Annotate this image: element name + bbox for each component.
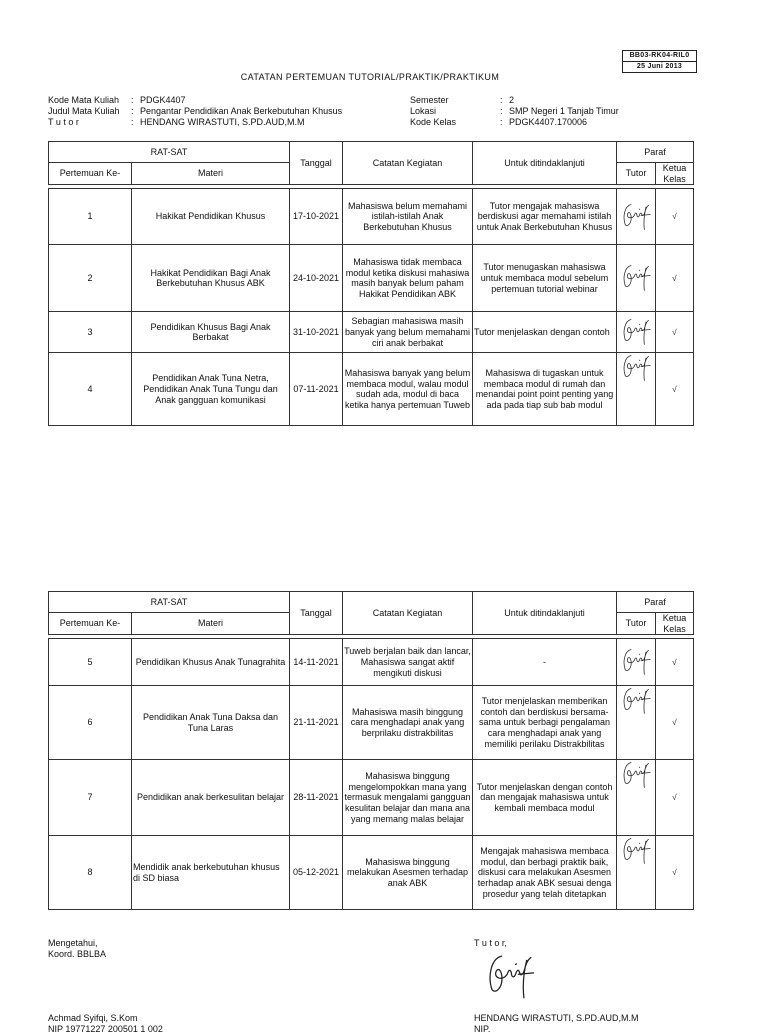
course-meta-left [48, 95, 342, 128]
ketua-checkmark: √ [656, 353, 694, 426]
header-rat-sat: RAT-SAT [49, 592, 290, 613]
header-paraf: Paraf [617, 142, 694, 163]
tanggal-cell: 17-10-2021 [290, 189, 343, 245]
meta-value: PDGK4407 [140, 95, 186, 105]
header-catatan-kegiatan: Catatan Kegiatan [343, 592, 473, 635]
tutor-signature-icon [618, 317, 654, 347]
tindak-lanjut-cell: Tutor menjelaskan memberikan contoh dan berdiskusi bersama-sama untuk berbagi pengalaman cara menghadapi anak yang memiliki perilaku Distrakbilitas [473, 686, 617, 760]
materi-cell: Pendidikan Anak Tuna Daksa dan Tuna Laras [132, 686, 290, 760]
header-catatan-kegiatan: Catatan Kegiatan [343, 142, 473, 185]
materi-cell: Pendidikan Khusus Anak Tunagrahita [132, 639, 290, 686]
header-pertemuan-ke: Pertemuan Ke- [49, 613, 132, 635]
table-row [49, 353, 694, 426]
tutor-signature-icon [618, 836, 654, 866]
tindak-lanjut-cell: Mahasiswa di tugaskan untuk membaca modul di rumah dan menandai point point penting yang ada pada tiap sub bab modul [473, 353, 617, 426]
footer-tutor-nip: NIP. [474, 1024, 491, 1034]
table-row [49, 245, 694, 312]
materi-cell: Mendidik anak berkebutuhan khusus di SD biasa [132, 836, 290, 910]
materi-cell: Hakikat Pendidikan Bagi Anak Berkebutuhan Khusus ABK [132, 245, 290, 312]
table-row [49, 639, 694, 686]
meta-kode-kelas: Kode Kelas : PDGK4407.170006 [410, 117, 588, 127]
footer-coordinator-nip: NIP 19771227 200501 1 002 [48, 1024, 163, 1034]
meta-label: Judul Mata Kuliah [48, 106, 120, 116]
catatan-cell: Mahasiswa binggung melakukan Asesmen terhadap anak ABK [343, 836, 473, 910]
meta-lokasi: Lokasi : SMP Negeri 1 Tanjab Timur [410, 106, 619, 116]
ketua-checkmark: √ [656, 245, 694, 312]
footer-coordinator-role: Koord. BBLBA [48, 949, 107, 959]
materi-cell: Hakikat Pendidikan Khusus [132, 189, 290, 245]
table-row [49, 189, 694, 245]
tindak-lanjut-cell: - [473, 639, 617, 686]
tanggal-cell: 14-11-2021 [290, 639, 343, 686]
header-pertemuan-ke: Pertemuan Ke- [49, 163, 132, 185]
pertemuan-number: 6 [49, 686, 132, 760]
meta-judul-mata-kuliah: Judul Mata Kuliah : Pengantar Pendidikan Anak Berkebutuhan Khusus [48, 106, 343, 116]
header-paraf-ketua-kelas: Ketua Kelas [656, 163, 694, 185]
tanggal-cell: 31-10-2021 [290, 312, 343, 353]
header-paraf-tutor: Tutor [617, 163, 656, 185]
catatan-cell: Mahasiswa binggung mengelompokkan mana yang termasuk mengalami gangguan kesulitan belajar dan mana ana yang memang malas belajar [343, 760, 473, 836]
header-untuk-ditindaklanjuti: Untuk ditindaklanjuti [473, 142, 617, 185]
table-row [49, 836, 694, 910]
materi-cell: Pendidikan Anak Tuna Netra, Pendidikan Anak Tuna Tungu dan Anak gangguan komunikasi [132, 353, 290, 426]
pertemuan-number: 3 [49, 312, 132, 353]
catatan-cell: Mahasiswa masih binggung cara menghadapi anak yang berprilaku distrakbilitas [343, 686, 473, 760]
tanggal-cell: 28-11-2021 [290, 760, 343, 836]
footer-coordinator [48, 938, 163, 1035]
meta-label: Kode Mata Kuliah [48, 95, 120, 105]
pertemuan-number: 8 [49, 836, 132, 910]
header-materi: Materi [132, 163, 290, 185]
document-code-box: BB03-RK04-RIL0 [622, 50, 697, 62]
ketua-checkmark: √ [656, 189, 694, 245]
meta-value: PDGK4407.170006 [509, 117, 588, 127]
tindak-lanjut-cell: Tutor menjelaskan dengan contoh dan mengajak mahasiswa untuk kembali membaca modul [473, 760, 617, 836]
tutor-paraf-cell [617, 639, 656, 686]
catatan-cell: Sebagian mahasiswa masih banyak yang belum memahami ciri anak berbakat [343, 312, 473, 353]
meta-kode-mata-kuliah: Kode Mata Kuliah : PDGK4407 [48, 95, 186, 105]
tutor-paraf-cell [617, 686, 656, 760]
tanggal-cell: 24-10-2021 [290, 245, 343, 312]
catatan-cell: Mahasiswa tidak membaca modul ketika diskusi mahasiwa masih banyak belum paham Hakikat Pendidikan ABK [343, 245, 473, 312]
tutor-signature-icon [618, 686, 654, 716]
tutor-paraf-cell [617, 353, 656, 426]
ketua-checkmark: √ [656, 639, 694, 686]
course-meta-right [410, 95, 619, 128]
pertemuan-number: 2 [49, 245, 132, 312]
meta-label: Lokasi [410, 106, 437, 116]
meta-label: Semester [410, 95, 449, 105]
pertemuan-number: 5 [49, 639, 132, 686]
tindak-lanjut-cell: Tutor menjelaskan dengan contoh [473, 312, 617, 353]
tutor-paraf-cell [617, 189, 656, 245]
table-header-row [49, 592, 694, 613]
tindak-lanjut-cell: Mengajak mahasiswa membaca modul, dan berbagi praktik baik, diskusi cara melakukan Asesmen terhadap anak ABK sesuai denga prosedur yang telah ditetapkan [473, 836, 617, 910]
document-title: CATATAN PERTEMUAN TUTORIAL/PRAKTIK/PRAKTIKUM [240, 72, 500, 82]
tanggal-cell: 05-12-2021 [290, 836, 343, 910]
header-paraf-ketua-kelas: Ketua Kelas [656, 613, 694, 635]
header-rat-sat: RAT-SAT [49, 142, 290, 163]
pertemuan-number: 1 [49, 189, 132, 245]
ketua-checkmark: √ [656, 686, 694, 760]
meta-label: T u t o r [48, 117, 79, 127]
meta-value: HENDANG WIRASTUTI, S.PD.AUD,M.M [140, 117, 305, 127]
tindak-lanjut-cell: Tutor menugaskan mahasiswa untuk membaca modul sebelum pertemuan tutorial webinar [473, 245, 617, 312]
tutor-paraf-cell [617, 760, 656, 836]
table-row [49, 686, 694, 760]
ketua-checkmark: √ [656, 312, 694, 353]
materi-cell: Pendidikan Khusus Bagi Anak Berbakat [132, 312, 290, 353]
catatan-cell: Mahasiswa banyak yang belum membaca modul, walau modul sudah ada, modul di baca ketika hanya pertemuan Tuweb [343, 353, 473, 426]
attendance-table-page-1 [48, 141, 694, 426]
tutor-signature-icon [618, 202, 654, 232]
tutor-paraf-cell [617, 245, 656, 312]
catatan-cell: Tuweb berjalan baik dan lancar, Mahasiswa sangat aktif mengikuti diskusi [343, 639, 473, 686]
attendance-table-page-2 [48, 591, 694, 910]
meta-value: SMP Negeri 1 Tanjab Timur [509, 106, 619, 116]
meta-label: Kode Kelas [410, 117, 457, 127]
tindak-lanjut-cell: Tutor mengajak mahasiswa berdiskusi agar memahami istilah untuk Anak Berkebutuhan Khusus [473, 189, 617, 245]
pertemuan-number: 7 [49, 760, 132, 836]
tutor-signature-icon [618, 263, 654, 293]
table-header-row [49, 142, 694, 163]
header-tanggal: Tanggal [290, 142, 343, 185]
footer-mengetahui: Mengetahui, [48, 938, 98, 948]
header-paraf-tutor: Tutor [617, 613, 656, 635]
tutor-footer-signature-icon [480, 952, 540, 1002]
header-materi: Materi [132, 613, 290, 635]
tutor-signature-icon [618, 760, 654, 790]
tutor-signature-icon [618, 353, 654, 383]
document-date-box: 25 Juni 2013 [622, 61, 697, 73]
ketua-checkmark: √ [656, 836, 694, 910]
materi-cell: Pendidikan anak berkesulitan belajar [132, 760, 290, 836]
tanggal-cell: 21-11-2021 [290, 686, 343, 760]
tutor-signature-icon [618, 647, 654, 677]
meta-value: 2 [509, 95, 515, 105]
footer-tutor-name: HENDANG WIRASTUTI, S.PD.AUD,M.M [474, 1013, 639, 1023]
header-tanggal: Tanggal [290, 592, 343, 635]
pertemuan-number: 4 [49, 353, 132, 426]
header-paraf: Paraf [617, 592, 694, 613]
catatan-cell: Mahasiswa belum memahami istilah-istilah Anak Berkebutuhan Khusus [343, 189, 473, 245]
tutor-paraf-cell [617, 312, 656, 353]
footer-tutor-title: T u t o r, [474, 938, 507, 948]
ketua-checkmark: √ [656, 760, 694, 836]
tutor-paraf-cell [617, 836, 656, 910]
tanggal-cell: 07-11-2021 [290, 353, 343, 426]
table-row [49, 760, 694, 836]
meta-value: Pengantar Pendidikan Anak Berkebutuhan Khusus [140, 106, 343, 116]
meta-tutor: T u t o r : HENDANG WIRASTUTI, S.PD.AUD,M.M [48, 117, 305, 127]
table-row [49, 312, 694, 353]
meta-semester: Semester : 2 [410, 95, 515, 105]
header-untuk-ditindaklanjuti: Untuk ditindaklanjuti [473, 592, 617, 635]
footer-coordinator-name: Achmad Syifqi, S.Kom [48, 1013, 138, 1023]
